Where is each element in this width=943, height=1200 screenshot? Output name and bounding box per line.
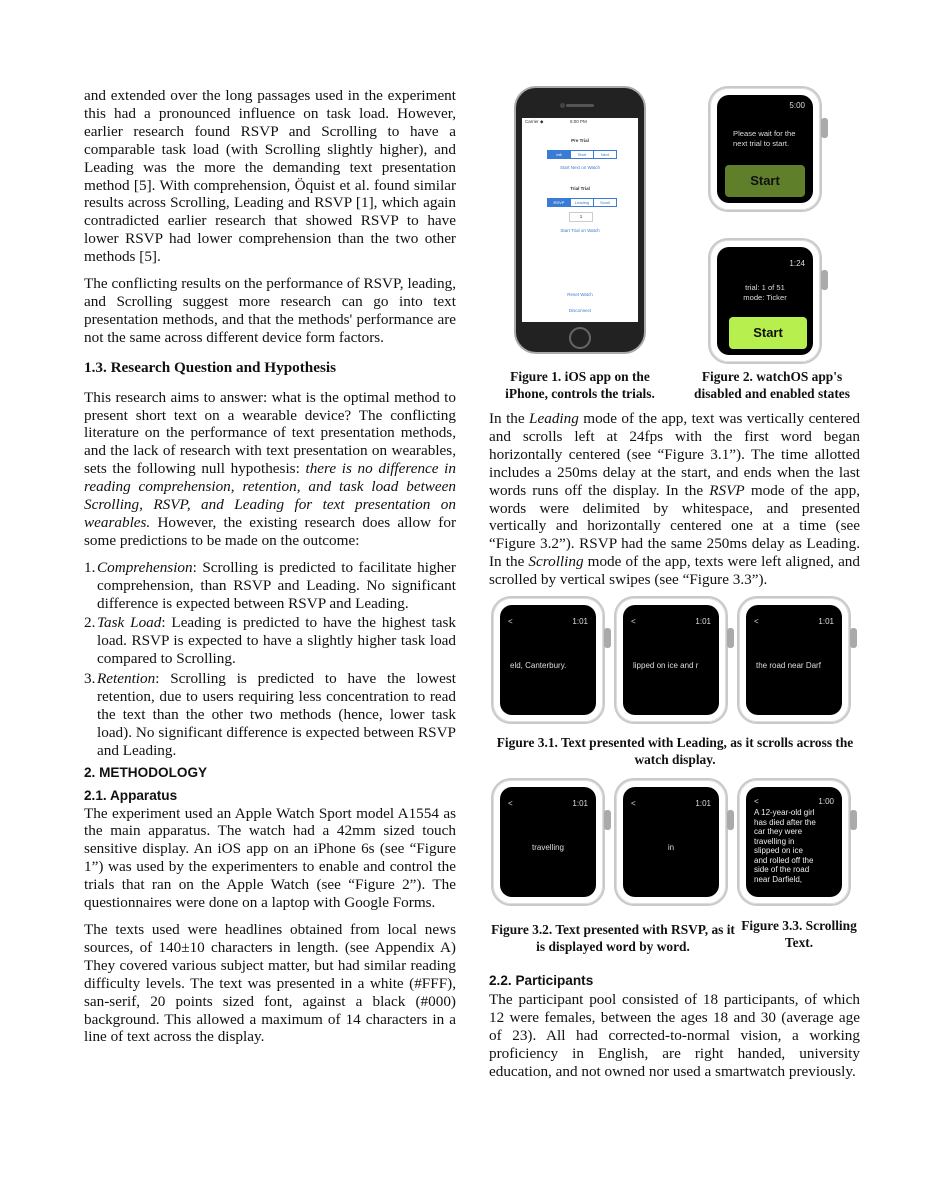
null-hypothesis: there is no difference in reading comprehension, retention, and task load between Scrolling, RSVP, and Leading for text presentation on wearables. (84, 460, 456, 531)
section-heading-2-1: 2.1. Apparatus (84, 787, 178, 803)
paragraph-apparatus: The experiment used an Apple Watch Sport model A1554 as the main apparatus. The watch had a 42mm sized touch sensitive display. An iOS app on an iPhone 6s (see “Figure 1”) was used by the experimenters to enable and control the trials that ran on the Apple Watch (see “Figure 2”). The questionnaires were done on a laptop with Google Forms. (84, 804, 456, 912)
back-chevron-icon[interactable]: < (631, 799, 636, 808)
watch-leading-3 (737, 596, 851, 724)
watch-face (717, 95, 813, 203)
reset-watch-link[interactable]: Reset Watch (567, 292, 593, 297)
figure-3-3-caption: Figure 3.3. Scrolling Text. (741, 918, 857, 950)
section-heading-2-2: 2.2. Participants (489, 973, 594, 988)
segment-rsvp[interactable]: RSVP (548, 199, 571, 206)
trial-counter: trial: 1 of 51 (745, 283, 785, 292)
section-heading-1-3: 1.3. Research Question and Hypothesis (84, 358, 337, 376)
segment-scroll[interactable]: Scroll (599, 200, 610, 205)
list-item: 3. Retention: Scrolling is predicted to have the lowest retention, due to users requiring less concentration to read the text than the other two methods (hence, lower task load). No significant difference is expected between RSVP and Leading. (84, 670, 456, 759)
rsvp-word: in (667, 843, 675, 852)
figure-3-1-caption: Figure 3.1. Text presented with Leading, as it scrolls across the watch display. (496, 735, 854, 767)
list-item: 2. Task Load: Leading is predicted to have the highest task load. RSVP is expected to have a slightly higher task load compared to Scrolling. (84, 614, 456, 668)
trial-title: Trial Trial (570, 186, 590, 191)
status-carrier: Carrier ◆ (525, 119, 544, 124)
trial-mode: mode: Ticker (743, 293, 787, 302)
iphone-figure (514, 86, 646, 354)
watch-face (623, 787, 719, 897)
speaker-grille (566, 104, 594, 107)
figure-1-caption: Figure 1. iOS app on the iPhone, controls the trials. (505, 369, 655, 401)
segment-init[interactable]: Init (548, 151, 571, 158)
paragraph-research-question: This research aims to answer: what is the optimal method to present short text on a wearable device? The conflicting literature on the performance of text presentation methods, and the lack of research with text presentation on wearables, sets the following null hypothesis: there is no difference in reading comprehension, retention, and task load between Scrolling, RSVP, and Leading for text presentation on wearables. However, the existing research does allow for some predictions to be made on the outcome: (84, 388, 456, 549)
back-chevron-icon[interactable]: < (631, 617, 636, 626)
segment-next[interactable]: Next (600, 152, 610, 157)
back-chevron-icon[interactable]: < (508, 799, 513, 808)
watch-face (500, 787, 596, 897)
status-time: 5:00 PM (570, 119, 587, 124)
watch-crown (850, 628, 857, 648)
list-item: 1. Comprehension: Scrolling is predicted to facilitate higher comprehension, than RSVP and Leading. No significant difference is expected between RSVP and Leading. (84, 558, 456, 612)
watch-crown (604, 810, 611, 830)
right-column-bottom (489, 972, 860, 1089)
hypothesis-list (84, 559, 456, 760)
segment-leading[interactable]: Leading (571, 199, 594, 206)
trial-number-field[interactable]: 1 (569, 212, 593, 222)
watch-enabled (708, 238, 822, 364)
watch-disabled (708, 86, 822, 212)
paragraph-participants: The participant pool consisted of 18 participants, of which 12 were females, between the ages 18 and 30 (average age of 23). All had corrected-to-normal vision, a working proficiency in English, are right handed, university education, and not owned nor used a smartwatch previously. (489, 990, 860, 1080)
paragraph-intro: and extended over the long passages used in the experiment this had a pronounced influence on task load. However, earlier research found RSVP and Scrolling to have a comparable task load (with Scrolling slightly higher), and Leading was the more the demanding text presentation method [5]. With comprehension, Öquist et al. found similar results across Scrolling, Leading and RSVP [1], which again contradicted earlier research that showed RSVP to have lower RSVP had lower comprehension than the two other methods [5]. (84, 87, 456, 266)
left-column (84, 87, 456, 1055)
watch-rsvp-1 (491, 778, 605, 906)
watch-rsvp-2 (614, 778, 728, 906)
watch-face (717, 247, 813, 355)
watch-face (746, 605, 842, 715)
camera-icon (560, 103, 565, 108)
waiting-message: Please wait for the next trial to start. (733, 129, 796, 148)
watch-time: 1:01 (572, 617, 588, 626)
right-column-top (489, 410, 860, 598)
start-next-link[interactable]: Start Next on Watch (559, 165, 601, 170)
iphone-screen (522, 118, 638, 322)
trial-mode-segmented-control[interactable] (547, 198, 617, 207)
watch-time: 1:00 (818, 797, 834, 806)
leading-text: lipped on ice and r (633, 661, 699, 670)
watch-face (500, 605, 596, 715)
watch-crown (604, 628, 611, 648)
watch-time: 1:01 (572, 799, 588, 808)
watch-crown (821, 118, 828, 138)
start-button-enabled[interactable]: Start (729, 317, 807, 349)
watch-face (623, 605, 719, 715)
watch-time: 1:01 (695, 617, 711, 626)
watch-time: 5:00 (789, 101, 805, 110)
watch-face (746, 787, 842, 897)
watch-crown (727, 810, 734, 830)
watch-scrolling (737, 778, 851, 906)
back-chevron-icon[interactable]: < (508, 617, 513, 626)
pre-trial-title: Pre Trial (571, 138, 589, 143)
figure-3-2-caption: Figure 3.2. Text presented with RSVP, as it is displayed word by word. (491, 922, 735, 954)
leading-text: the road near Darf (756, 661, 821, 670)
watch-leading-2 (614, 596, 728, 724)
home-button (569, 327, 591, 349)
paragraph-texts: The texts used were headlines obtained from local news sources, of 140±10 characters in length. (see Appendix A) They covered various subject matter, but had similar reading difficulty levels. The text was presented in a white (#FFF), san-serif, 20 points sized font, against a black (#000) background. This allowed a maximum of 14 characters in a line of text across the display. (84, 920, 456, 1046)
leading-text: eld, Canterbury. (510, 661, 567, 670)
watch-time: 1:01 (818, 617, 834, 626)
paragraph-conflicting: The conflicting results on the performance of RSVP, leading, and Scrolling suggest more research can go into text presentation methods, and that the methods' performance are not the same across different device form factors. (84, 275, 456, 346)
paragraph-modes: In the Leading mode of the app, text was vertically centered and scrolls left at 24fps with the first word began horizontally centered (see “Figure 3.1”). The time allotted includes a 250ms delay at the start, and ends when the last words runs off the display. In the RSVP mode of the app, words were delimited by whitespace, and presented vertically and horizontally centered one at a time (see “Figure 3.2”). RSVP had the same 250ms delay as Leading. In the Scrolling mode of the app, texts were left aligned, and scrolled by vertical swipes (see “Figure 3.3”). (489, 410, 860, 589)
segment-start[interactable]: Start (571, 151, 594, 158)
start-trial-link[interactable]: Start Trial on Watch (560, 228, 600, 233)
watch-leading-1 (491, 596, 605, 724)
start-button-disabled[interactable]: Start (725, 165, 805, 197)
back-chevron-icon[interactable]: < (754, 617, 759, 626)
watch-time: 1:01 (695, 799, 711, 808)
scrolling-text[interactable]: A 12-year-old girl has died after the car they were travelling in slipped on ice and rolled off the side of the road near Darfield, (754, 808, 816, 884)
watch-crown (821, 270, 828, 290)
back-chevron-icon[interactable]: < (754, 797, 759, 806)
watch-crown (850, 810, 857, 830)
pre-trial-segmented-control[interactable] (547, 150, 617, 159)
watch-crown (727, 628, 734, 648)
disconnect-link[interactable]: Disconnect (568, 308, 592, 313)
rsvp-word: travelling (531, 843, 564, 852)
figure-2-caption: Figure 2. watchOS app's disabled and enabled states (694, 369, 850, 401)
section-heading-2: 2. METHODOLOGY (84, 764, 208, 780)
watch-time: 1:24 (789, 259, 805, 268)
